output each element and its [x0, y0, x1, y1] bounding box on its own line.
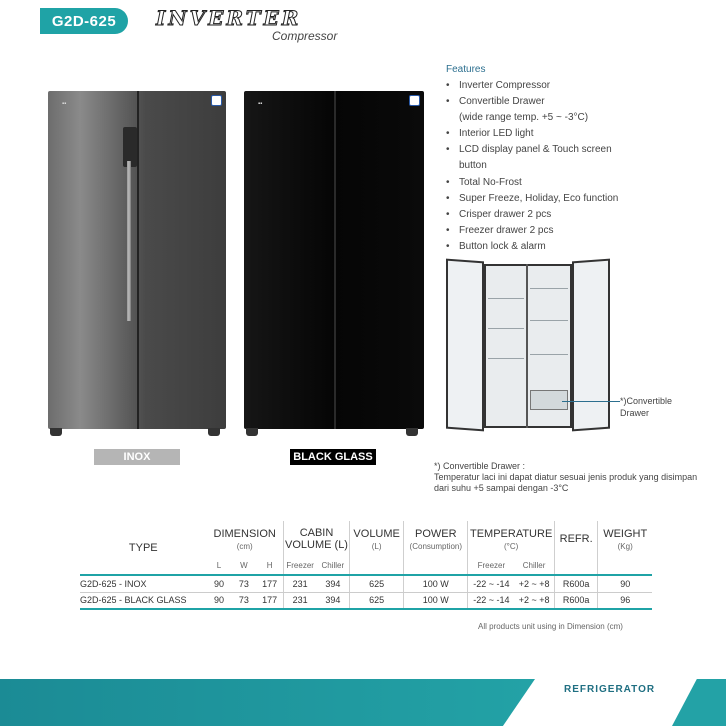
door-handle-left [127, 161, 131, 321]
convertible-drawer-callout [620, 395, 672, 419]
feature-item: • Inverter Compressor [446, 78, 714, 94]
cell-power: 100 W [404, 575, 468, 592]
feature-item: • Crisper drawer 2 pcs [446, 207, 714, 223]
col-refr: REFR. [554, 521, 598, 557]
col-power: POWER (Consumption) [404, 521, 468, 557]
certification-stamp-icon [409, 95, 420, 106]
cell-power: 100 W [404, 592, 468, 609]
footer-category: REFRIGERATOR [564, 684, 656, 695]
sub-power-empty [404, 557, 468, 575]
col-type: TYPE [128, 541, 158, 554]
feature-item: button [459, 160, 487, 172]
door-split [334, 91, 336, 429]
freezer-shelf [488, 298, 524, 299]
sub-weight-empty [598, 557, 652, 575]
cell-chiller-vol: 394 [317, 592, 350, 609]
sub-temp-chiller: Chiller [514, 557, 554, 575]
cell-w: 73 [231, 575, 256, 592]
sub-cabin-freezer: Freezer [283, 557, 316, 575]
black-glass-label: BLACK GLASS [290, 449, 376, 465]
feature-item: • Interior LED light [446, 126, 714, 142]
feature-item: • Freezer drawer 2 pcs [446, 223, 714, 239]
callout-line2: Drawer [620, 408, 650, 418]
cell-temp-chiller: +2 ~ +8 [514, 592, 554, 609]
fridge-foot [406, 428, 418, 436]
note-text: Temperatur laci ini dapat diatur sesuai jenis produk yang disimpan dari suhu +5 sampai dengan -3°C [434, 472, 698, 493]
feature-item: (wide range temp. +5 ~ -3°C) [459, 112, 589, 124]
feature-item: • Super Freeze, Holiday, Eco function [446, 191, 714, 207]
cell-w: 73 [231, 592, 256, 609]
feature-item: • LCD display panel & Touch screen [446, 142, 714, 158]
chiller-shelf [530, 320, 568, 321]
freezer-shelf [488, 358, 524, 359]
cell-temp-freezer: -22 ~ -14 [468, 575, 514, 592]
cell-weight: 96 [598, 592, 652, 609]
fridge-foot [246, 428, 258, 436]
chiller-shelf [530, 288, 568, 289]
col-volume: VOLUME (L) [350, 521, 404, 557]
cell-refr: R600a [554, 575, 598, 592]
fridge-inox-image [48, 91, 226, 429]
footer-band-accent [672, 679, 726, 726]
footer-band [0, 679, 535, 726]
feature-item: • Convertible Drawer [446, 94, 714, 110]
cell-h: 177 [256, 592, 283, 609]
cell-refr: R600a [554, 592, 598, 609]
col-cabin-volume: CABIN VOLUME (L) [283, 521, 349, 557]
sub-temp-freezer: Freezer [468, 557, 514, 575]
table-row [80, 592, 652, 609]
table-footnote: All products unit using in Dimension (cm) [478, 622, 623, 631]
model-badge: G2D-625 [40, 8, 128, 34]
callout-line [562, 401, 620, 402]
left-door-open [446, 259, 484, 432]
col-temperature: TEMPERATURE (°C) [468, 521, 554, 557]
feature-item: • Button lock & alarm [446, 239, 714, 255]
cell-type: G2D-625 - INOX [80, 575, 207, 592]
right-door-open [572, 259, 610, 432]
certification-stamp-icon [211, 95, 222, 106]
open-fridge-image [446, 258, 610, 434]
sub-cabin-chiller: Chiller [317, 557, 350, 575]
callout-line1: *)Convertible [620, 396, 673, 406]
cell-weight: 90 [598, 575, 652, 592]
inverter-logo: INVERTER [156, 6, 302, 30]
convertible-drawer [530, 390, 568, 410]
chiller-shelf [530, 354, 568, 355]
fridge-glass-image [244, 91, 424, 429]
features-list [446, 78, 714, 255]
interior-divider [526, 264, 528, 428]
note-title: *) Convertible Drawer : [434, 461, 526, 471]
feature-item: • Total No-Frost [446, 175, 714, 191]
cell-temp-chiller: +2 ~ +8 [514, 575, 554, 592]
cell-freezer-vol: 231 [283, 575, 316, 592]
col-dimension: DIMENSION (cm) [207, 521, 284, 557]
sub-dim-l: L [207, 557, 232, 575]
brand-logo-icon: ▪▪ [258, 101, 263, 107]
cell-h: 177 [256, 575, 283, 592]
inox-label: INOX [94, 449, 180, 465]
cell-volume: 625 [350, 575, 404, 592]
door-split [137, 91, 139, 429]
cell-temp-freezer: -22 ~ -14 [468, 592, 514, 609]
sub-dim-h: H [256, 557, 283, 575]
features-title: Features [446, 64, 486, 75]
sub-refr-empty [554, 557, 598, 575]
compressor-label: Compressor [272, 29, 338, 43]
cell-volume: 625 [350, 592, 404, 609]
sub-volume-empty [350, 557, 404, 575]
fridge-foot [50, 428, 62, 436]
cell-type: G2D-625 - BLACK GLASS [80, 592, 207, 609]
spec-table [80, 521, 652, 610]
cell-l: 90 [207, 575, 232, 592]
brand-logo-icon: ▪▪ [62, 101, 67, 107]
fridge-foot [208, 428, 220, 436]
cell-l: 90 [207, 592, 232, 609]
freezer-shelf [488, 328, 524, 329]
col-weight: WEIGHT (Kg) [603, 527, 648, 551]
cell-freezer-vol: 231 [283, 592, 316, 609]
sub-dim-w: W [231, 557, 256, 575]
table-row [80, 575, 652, 592]
cell-chiller-vol: 394 [317, 575, 350, 592]
